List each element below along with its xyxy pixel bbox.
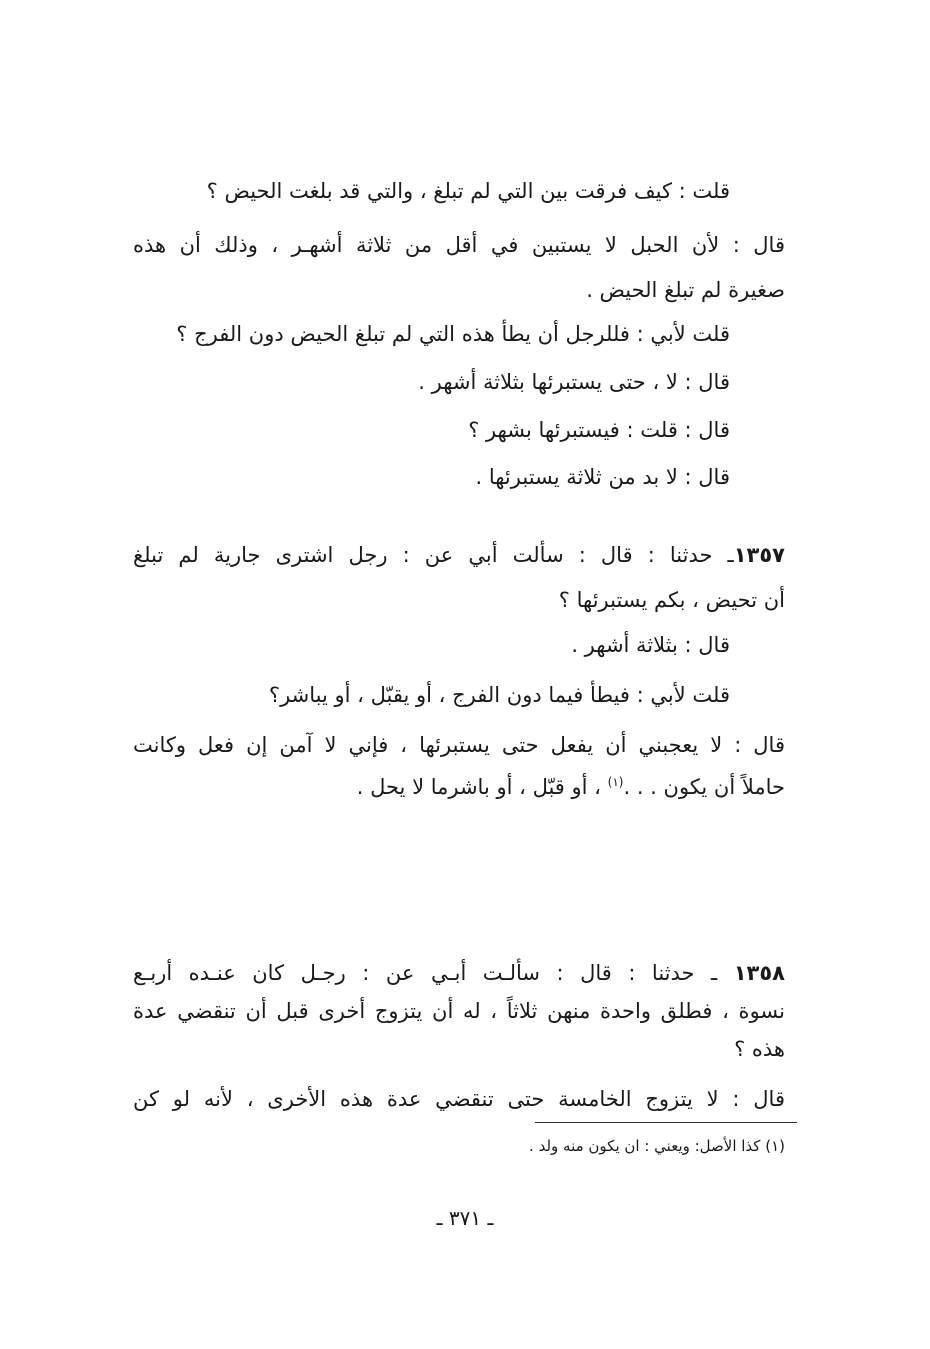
- footnote-reference: (١): [607, 775, 624, 789]
- paragraph-line: أن تحيض ، بكم يستبرئها ؟: [558, 588, 785, 612]
- paragraph-line: نسوة ، فطلق واحدة منهن ثلاثاً ، له أن يتزوج أخرى قبل أن تنقضي عدة: [133, 999, 785, 1023]
- paragraph-line: قال : لا يعجبني أن يفعل حتى يستبرئها ، فإني لا آمن إن فعل وكانت: [133, 733, 785, 757]
- paragraph-line: قال : قلت : فيستبرئها بشهر ؟: [468, 418, 730, 442]
- paragraph-line: قلت لأبي : فللرجل أن يطأ هذه التي لم تبلغ الحيض دون الفرج ؟: [176, 322, 730, 346]
- page-number: ـ ٣٧١ ـ: [436, 1206, 494, 1230]
- footnote-divider: [535, 1122, 797, 1123]
- hadith-number: ١٣٥٨: [733, 961, 785, 985]
- paragraph-line: قال : لا بد من ثلاثة يستبرئها .: [475, 465, 730, 489]
- paragraph-line: قال : لا ، حتى يستبرئها بثلاثة أشهر .: [418, 370, 730, 394]
- paragraph-text: حاملاً أن يكون . . .: [623, 775, 785, 799]
- paragraph-line: صغيرة لم تبلغ الحيض .: [586, 278, 785, 302]
- numbered-paragraph-line: [133, 540, 785, 570]
- paragraph-line: [357, 772, 785, 802]
- paragraph-text: ، أو قبّل ، أو باشرما لا يحل .: [356, 775, 608, 799]
- numbered-paragraph-line: [133, 958, 785, 988]
- paragraph-line: قال : لا يتزوج الخامسة حتى تنقضي عدة هذه الأخرى ، لأنه لو كن: [133, 1087, 785, 1111]
- paragraph-text: ـ حدثنا : قال : سألت أبي عن : رجل اشترى جارية لم تبلغ: [133, 543, 734, 567]
- paragraph-line: قال : بثلاثة أشهر .: [571, 633, 730, 657]
- paragraph-text: ـ حدثنا : قال : سألـت أبـي عن : رجـل كان عنـده أربـع: [133, 961, 734, 985]
- paragraph-line: هذه ؟: [734, 1037, 785, 1061]
- paragraph-line: قلت لأبي : فيطأ فيما دون الفرج ، أو يقبّل ، أو يباشر؟: [268, 683, 730, 707]
- hadith-number: ١٣٥٧: [733, 543, 785, 567]
- paragraph-line: قلت : كيف فرقت بين التي لم تبلغ ، والتي قد بلغت الحيض ؟: [206, 179, 730, 203]
- paragraph-line: قال : لأن الحبل لا يستبين في أقل من ثلاثة أشهـر ، وذلك أن هذه: [133, 233, 785, 257]
- footnote: (١) كذا الأصل: ويعني : ان يكون منه ولد .: [529, 1137, 785, 1155]
